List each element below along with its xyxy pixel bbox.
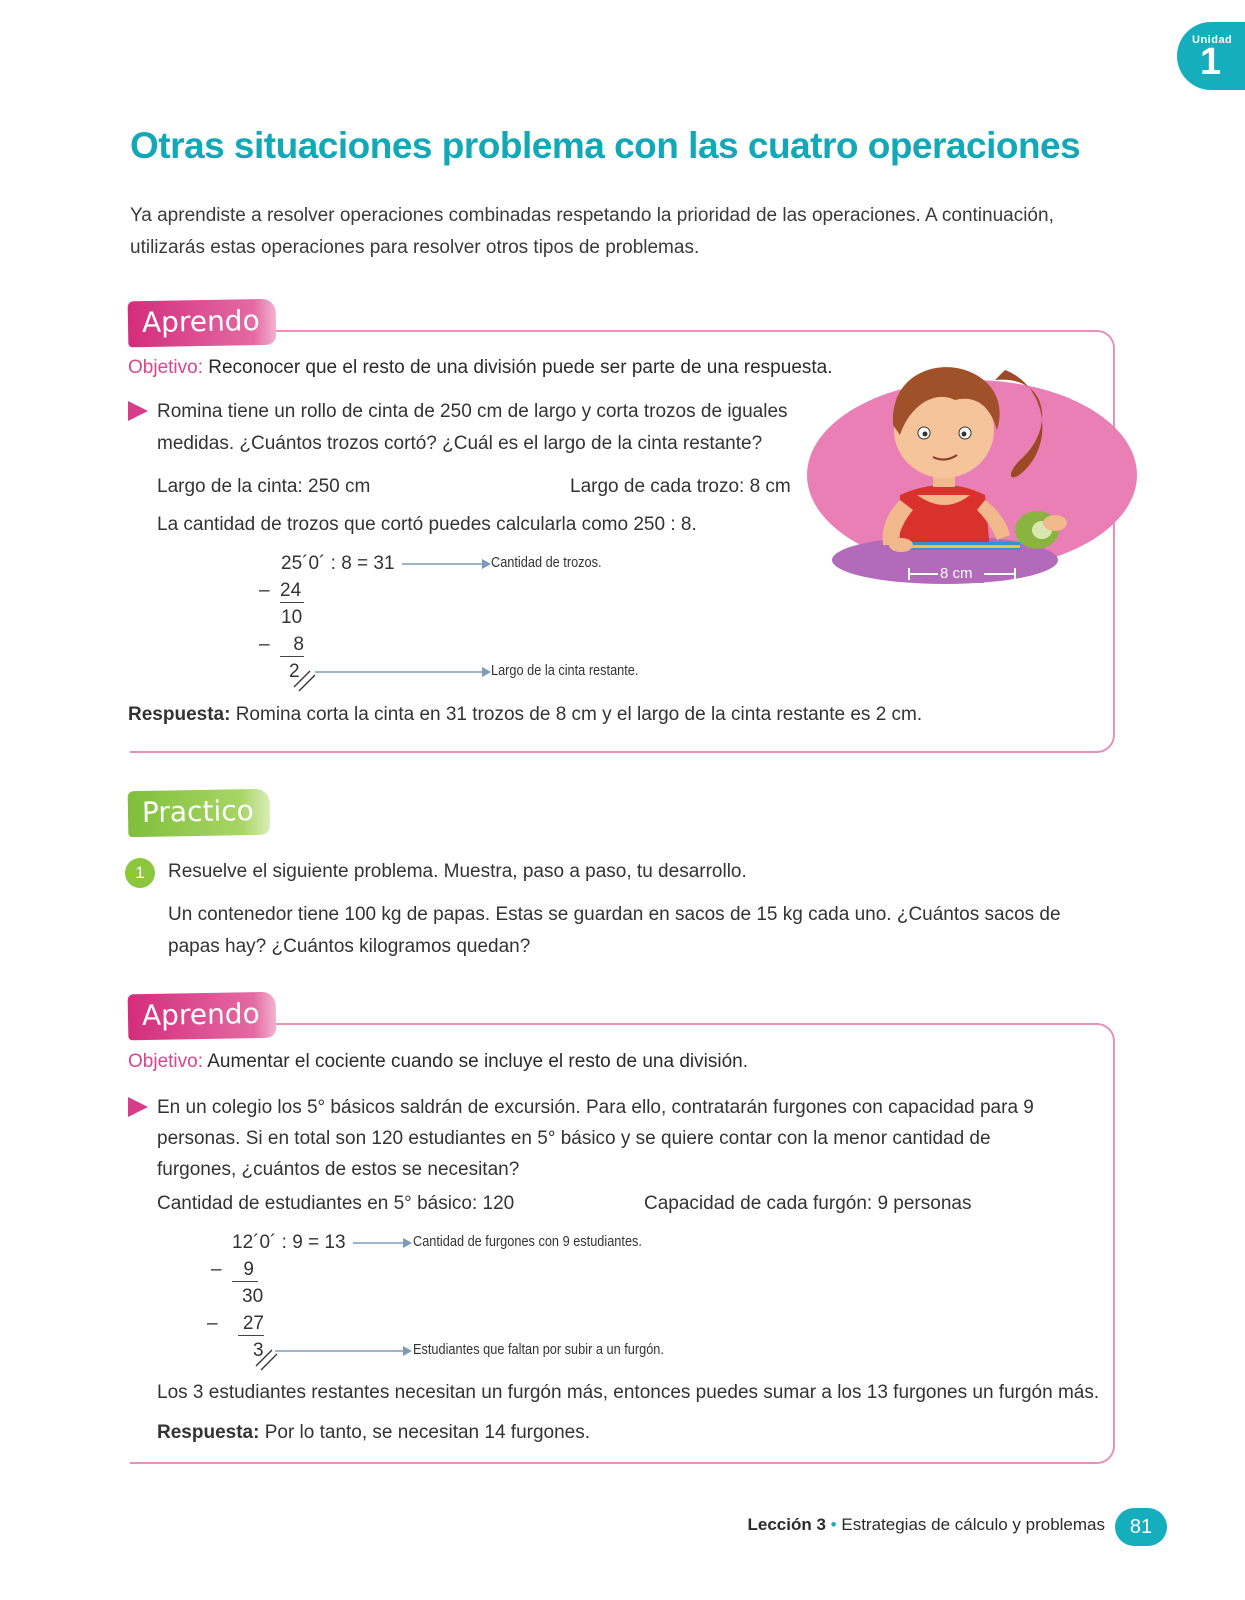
triangle-bullet-icon xyxy=(128,401,148,421)
subtrahend: 27 xyxy=(238,1313,264,1336)
minus-sign: – xyxy=(259,580,270,601)
footer-separator: • xyxy=(830,1515,837,1534)
lesson-title: Estrategias de cálculo y problemas xyxy=(841,1515,1105,1534)
answer-text: Romina corta la cinta en 31 trozos de 8 cm y el largo de la cinta restante es 2 cm. xyxy=(235,704,923,725)
conclusion: Los 3 estudiantes restantes necesitan un furgón más, entonces puedes sumar a los 13 furgones un furgón más. xyxy=(157,1382,1100,1403)
division-line: 25´0´ : 8 = 31 xyxy=(281,553,395,574)
exercise-instruction: Resuelve el siguiente problema. Muestra, paso a paso, tu desarrollo. xyxy=(168,861,747,882)
objective-text: Aumentar el cociente cuando se incluye el resto de una división. xyxy=(207,1051,748,1072)
division-line: 12´0´ : 9 = 13 xyxy=(232,1232,346,1253)
girl-cutting-tape-illustration xyxy=(805,345,1140,590)
aprendo-badge-1: Aprendo xyxy=(128,299,276,348)
partial-remainder: 30 xyxy=(242,1286,264,1307)
answer-1 xyxy=(128,704,922,726)
data-estudiantes: Cantidad de estudiantes en 5° básico: 120 xyxy=(157,1193,515,1214)
subtrahend: 8 xyxy=(280,634,304,657)
problem-text-2: En un colegio los 5° básicos saldrán de excursión. Para ello, contratarán furgones con capacidad para 9 personas. Si en total son 120 estudiantes en 5° básico y se quiere contar con la menor cantidad de furgones, ¿cuántos de estos se necesitan? xyxy=(157,1097,1034,1180)
footer-lesson xyxy=(748,1515,1105,1535)
subtrahend: 9 xyxy=(232,1259,258,1282)
subtrahend: 24 xyxy=(280,580,304,603)
problem-text-1: Romina tiene un rollo de cinta de 250 cm de largo y corta trozos de iguales medidas. ¿Cuántos trozos cortó? ¿Cuál es el largo de la cinta restante? xyxy=(157,401,788,454)
note-remainder: Estudiantes que faltan por subir a un furgón. xyxy=(413,1341,664,1358)
remainder: 2 xyxy=(289,661,300,682)
page-title: Otras situaciones problema con las cuatro operaciones xyxy=(130,125,1081,166)
data-cinta: Largo de la cinta: 250 cm xyxy=(157,476,371,497)
remainder: 3 xyxy=(253,1340,264,1361)
answer-text: Por lo tanto, se necesitan 14 furgones. xyxy=(264,1422,591,1443)
objective-label: Objetivo: xyxy=(128,357,203,378)
note-remainder: Largo de la cinta restante. xyxy=(491,662,639,679)
unit-label: Unidad xyxy=(1192,34,1233,46)
objective-2 xyxy=(128,1051,748,1073)
minus-sign: – xyxy=(207,1313,218,1334)
answer-label: Respuesta: xyxy=(128,704,231,725)
note-quotient: Cantidad de furgones con 9 estudiantes. xyxy=(413,1233,642,1250)
data-trozo: Largo de cada trozo: 8 cm xyxy=(570,476,791,497)
partial-remainder: 10 xyxy=(281,607,303,628)
objective-text: Reconocer que el resto de una división puede ser parte de una respuesta. xyxy=(208,357,833,378)
objective-label: Objetivo: xyxy=(128,1051,203,1072)
division-arrows-2 xyxy=(240,1229,430,1374)
lesson-number: Lección 3 xyxy=(747,1515,826,1534)
note-quotient: Cantidad de trozos. xyxy=(491,554,602,571)
calc-intro: La cantidad de trozos que cortó puedes calcularla como 250 : 8. xyxy=(157,514,697,535)
exercise-problem: Un contenedor tiene 100 kg de papas. Estas se guardan en sacos de 15 kg cada uno. ¿Cuántos sacos de papas hay? ¿Cuántos kilogramos quedan? xyxy=(168,904,1061,957)
division-arrows-1 xyxy=(280,550,500,695)
practico-badge: Practico xyxy=(128,789,271,837)
aprendo-badge-2: Aprendo xyxy=(128,992,276,1041)
page-number: 81 xyxy=(1115,1508,1167,1546)
minus-sign: – xyxy=(259,634,270,655)
unit-tab xyxy=(1177,22,1245,90)
exercise-number: 1 xyxy=(125,858,155,888)
objective-1 xyxy=(128,357,833,379)
intro-paragraph: Ya aprendiste a resolver operaciones combinadas respetando la prioridad de las operaciones. A continuación, utilizarás estas operaciones para resolver otros tipos de problemas. xyxy=(130,205,1054,258)
measure-label: 8 cm xyxy=(940,565,973,582)
triangle-bullet-icon xyxy=(128,1097,148,1117)
answer-2 xyxy=(157,1422,590,1444)
minus-sign: – xyxy=(211,1259,222,1280)
data-capacidad: Capacidad de cada furgón: 9 personas xyxy=(644,1193,972,1214)
unit-number: 1 xyxy=(1200,41,1222,83)
answer-label: Respuesta: xyxy=(157,1422,260,1443)
